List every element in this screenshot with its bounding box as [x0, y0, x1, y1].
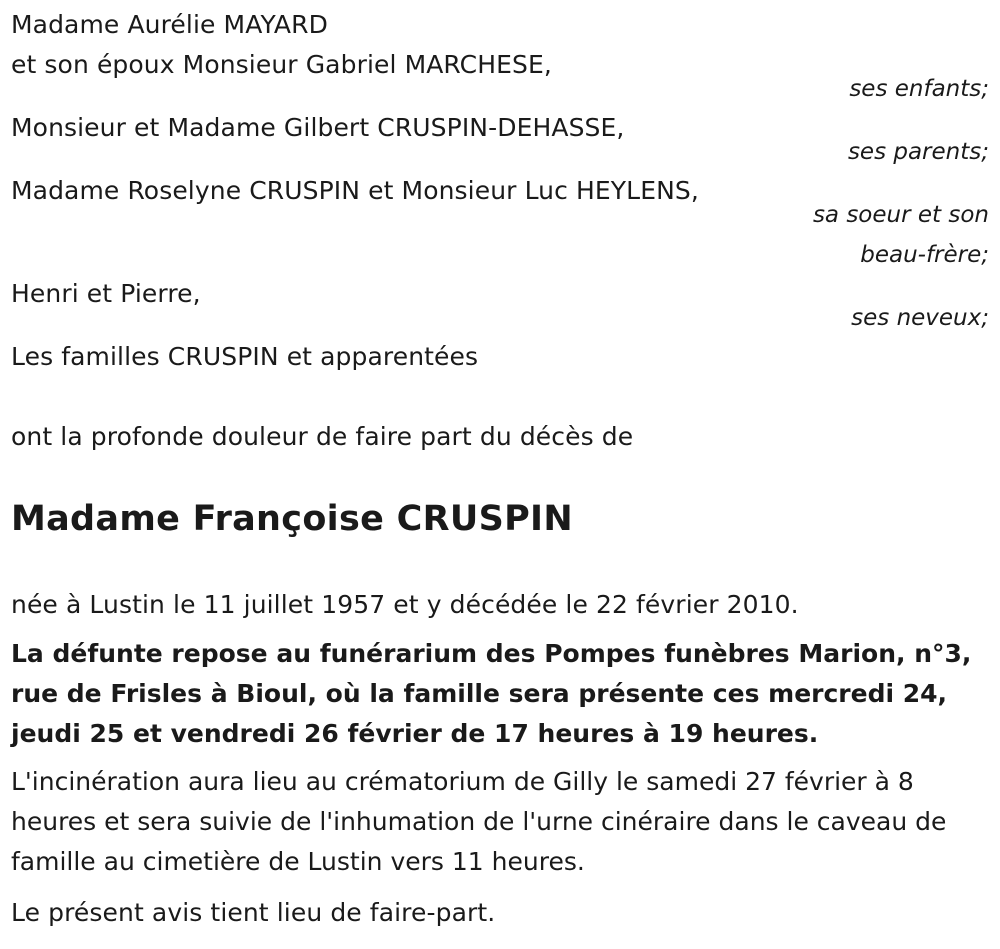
role-sister-line2: beau-frère;: [860, 242, 989, 268]
deceased-name: Madame Françoise CRUSPIN: [11, 499, 573, 539]
family-line-son-in-law: et son époux Monsieur Gabriel MARCHESE,: [11, 50, 552, 79]
announcement-text: ont la profonde douleur de faire part du décès de: [11, 422, 634, 451]
role-nephews: ses neveux;: [851, 305, 989, 331]
role-parents: ses parents;: [847, 139, 989, 165]
cremation-paragraph: L'incinération aura lieu au crématorium de Gilly le samedi 27 février à 8 heures et sera suivie de l'inhumation de l'urne cinéraire dans le caveau de famille au cimetière de Lustin vers 11 heures.: [11, 767, 947, 876]
family-line-nephews: Henri et Pierre,: [11, 279, 201, 308]
notice-text: Le présent avis tient lieu de faire-part.: [11, 898, 496, 927]
family-line-sister: Madame Roselyne CRUSPIN et Monsieur Luc HEYLENS,: [11, 176, 699, 205]
family-line-daughter: Madame Aurélie MAYARD: [11, 10, 328, 39]
birth-death-text: née à Lustin le 11 juillet 1957 et y décédée le 22 février 2010.: [11, 590, 799, 619]
funerarium-paragraph: La défunte repose au funérarium des Pompes funèbres Marion, n°3, rue de Frisles à Bioul, où la famille sera présente ces mercredi 24, jeudi 25 et vendredi 26 février de 17 heures à 19 heures.: [11, 639, 972, 748]
family-line-parents: Monsieur et Madame Gilbert CRUSPIN-DEHASSE,: [11, 113, 625, 142]
role-children: ses enfants;: [849, 76, 989, 102]
family-line-families: Les familles CRUSPIN et apparentées: [11, 342, 479, 371]
role-sister-line1: sa soeur et son: [812, 202, 989, 228]
